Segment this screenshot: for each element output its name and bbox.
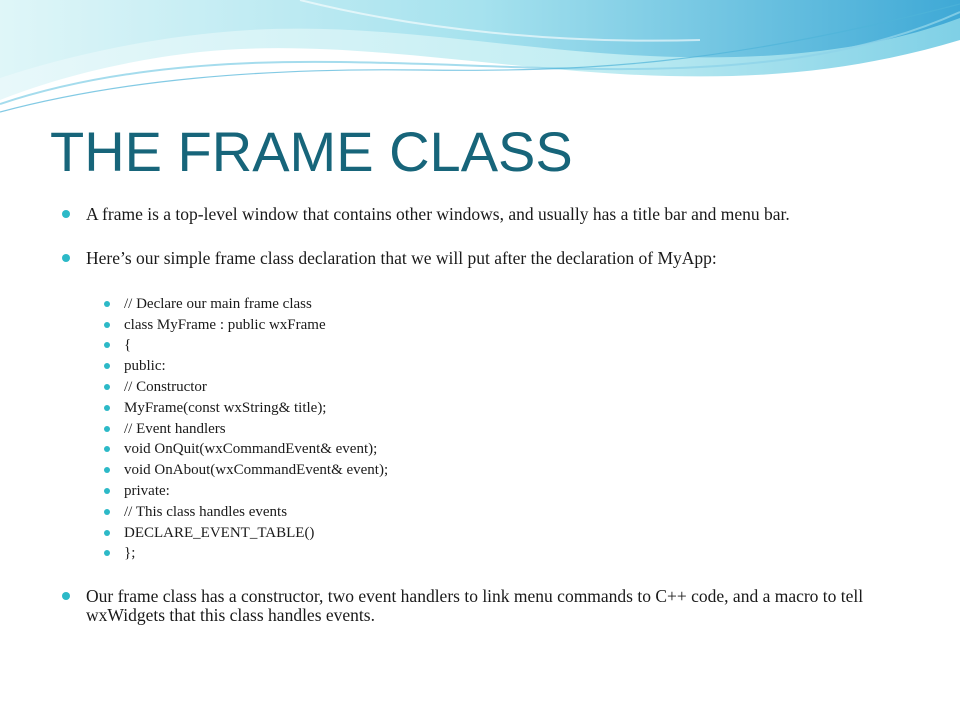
code-bullet-icon — [104, 446, 110, 452]
code-bullet-icon — [104, 467, 110, 473]
code-line: private: — [124, 483, 170, 499]
code-line: DECLARE_EVENT_TABLE() — [124, 525, 315, 541]
code-line: class MyFrame : public wxFrame — [124, 317, 326, 333]
code-bullet-icon — [104, 363, 110, 369]
code-bullet-icon — [104, 384, 110, 390]
code-bullet-icon — [104, 342, 110, 348]
code-bullet-icon — [104, 426, 110, 432]
bullet-text: A frame is a top-level window that contains other windows, and usually has a title bar and menu bar. — [86, 204, 790, 224]
code-line: MyFrame(const wxString& title); — [124, 400, 327, 416]
bullet-text: Here’s our simple frame class declaration that we will put after the declaration of MyApp: — [86, 248, 717, 268]
code-line: }; — [124, 545, 136, 561]
code-bullet-icon — [104, 509, 110, 515]
code-line: public: — [124, 358, 166, 374]
code-bullet-icon — [104, 322, 110, 328]
code-bullet-icon — [104, 405, 110, 411]
code-line: { — [124, 337, 132, 353]
code-bullet-icon — [104, 550, 110, 556]
code-line: // Event handlers — [124, 421, 226, 437]
bullet-icon — [62, 592, 70, 600]
bullet-text: Our frame class has a constructor, two event handlers to link menu commands to C++ code, and a macro to tell wxWidgets that this class handles events. — [86, 586, 864, 625]
code-line: // This class handles events — [124, 504, 288, 520]
code-line: // Constructor — [124, 379, 207, 395]
code-line: // Declare our main frame class — [124, 296, 312, 312]
code-bullet-icon — [104, 530, 110, 536]
bullet-icon — [62, 254, 70, 262]
code-line: void OnQuit(wxCommandEvent& event); — [124, 441, 378, 457]
code-bullet-icon — [104, 301, 110, 307]
code-line: void OnAbout(wxCommandEvent& event); — [124, 462, 389, 478]
bullet-icon — [62, 210, 70, 218]
slide-title: THE FRAME CLASS — [50, 120, 573, 183]
code-bullet-icon — [104, 488, 110, 494]
